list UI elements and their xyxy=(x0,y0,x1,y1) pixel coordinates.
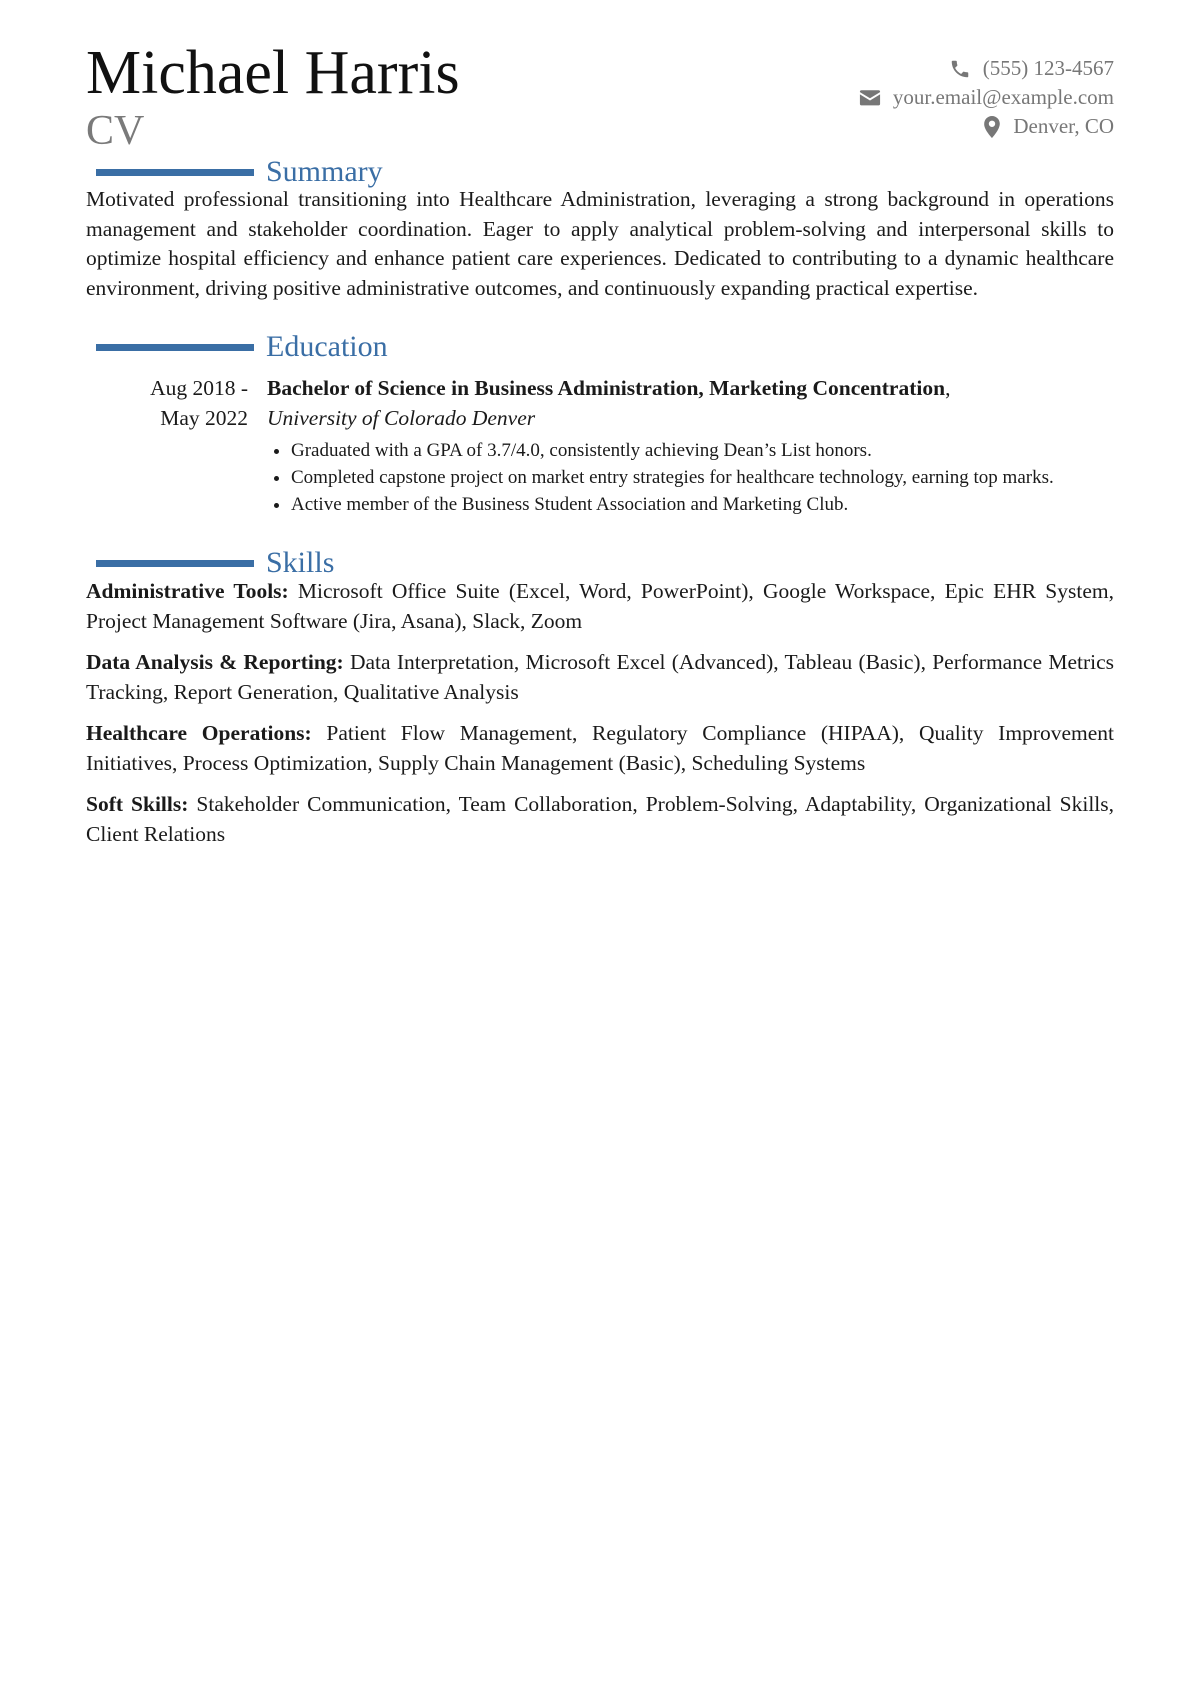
summary-text: Motivated professional transitioning into Healthcare Administration, leveraging a strong background in operations management and stakeholder coordination. Eager to apply analytical problem-solving and interpersonal skills to optimize hospital efficiency and enhance patient care experiences. Dedicated to contributing to a dynamic healthcare environment, driving positive administrative outcomes, and continuously expanding practical expertise. xyxy=(86,187,1114,300)
education-bullet: • Completed capstone project on market entry strategies for healthcare technology, earning top marks. xyxy=(291,464,1114,491)
summary-section-header xyxy=(96,155,383,189)
education-dates xyxy=(86,374,248,433)
envelope-icon xyxy=(859,89,881,107)
education-section-header xyxy=(96,330,388,364)
document-subtitle: CV xyxy=(86,108,145,154)
contact-location-row xyxy=(859,112,1114,141)
section-accent-bar xyxy=(96,169,254,176)
skills-list xyxy=(86,577,1114,861)
contact-block xyxy=(859,54,1114,141)
skill-label: Soft Skills: xyxy=(86,792,189,816)
skill-row xyxy=(86,577,1114,636)
education-bullet: • Active member of the Business Student Association and Marketing Club. xyxy=(291,491,1114,518)
education-date-start: Aug 2018 - xyxy=(150,376,248,400)
candidate-name: Michael Harris xyxy=(86,39,460,107)
section-accent-bar xyxy=(96,344,254,351)
education-degree: Bachelor of Science in Business Administration, Marketing Concentration xyxy=(267,376,946,400)
summary-title: Summary xyxy=(266,155,383,188)
contact-location: Denver, CO xyxy=(1013,114,1114,138)
education-degree-suffix: , xyxy=(945,376,951,400)
education-entry xyxy=(267,374,1114,518)
skill-value: Patient Flow Management, Regulatory Compliance (HIPAA), Quality Improvement Initiatives, Process Optimization, Supply Chain Management (Basic), Scheduling Systems xyxy=(86,721,1114,775)
education-degree-line xyxy=(267,374,1114,404)
skill-row xyxy=(86,790,1114,849)
section-accent-bar xyxy=(96,560,254,567)
education-bullet: • Graduated with a GPA of 3.7/4.0, consistently achieving Dean’s List honors. xyxy=(291,437,1114,464)
contact-email-row xyxy=(859,83,1114,112)
skill-value: Data Interpretation, Microsoft Excel (Advanced), Tableau (Basic), Performance Metrics Tracking, Report Generation, Qualitative Analysis xyxy=(86,650,1114,704)
contact-phone[interactable]: (555) 123-4567 xyxy=(982,56,1114,80)
skill-value: Stakeholder Communication, Team Collaboration, Problem-Solving, Adaptability, Organizational Skills, Client Relations xyxy=(86,792,1115,846)
education-school: University of Colorado Denver xyxy=(267,405,536,430)
skill-label: Data Analysis & Reporting: xyxy=(86,650,344,674)
education-title: Education xyxy=(266,330,388,363)
skill-row xyxy=(86,648,1114,707)
skill-value: Microsoft Office Suite (Excel, Word, PowerPoint), Google Workspace, Epic EHR System, Project Management Software (Jira, Asana), Slack, Zoom xyxy=(86,579,1114,633)
contact-phone-row xyxy=(859,54,1114,83)
education-date-end: May 2022 xyxy=(160,405,248,430)
phone-icon xyxy=(949,58,971,80)
skill-label: Healthcare Operations: xyxy=(86,721,312,745)
skills-title: Skills xyxy=(266,546,335,579)
skill-label: Administrative Tools: xyxy=(86,579,289,603)
contact-email[interactable]: your.email@example.com xyxy=(892,85,1114,109)
education-bullets xyxy=(267,437,1114,518)
skills-section-header xyxy=(96,546,334,580)
skill-row xyxy=(86,719,1114,778)
map-marker-icon xyxy=(983,116,1001,138)
